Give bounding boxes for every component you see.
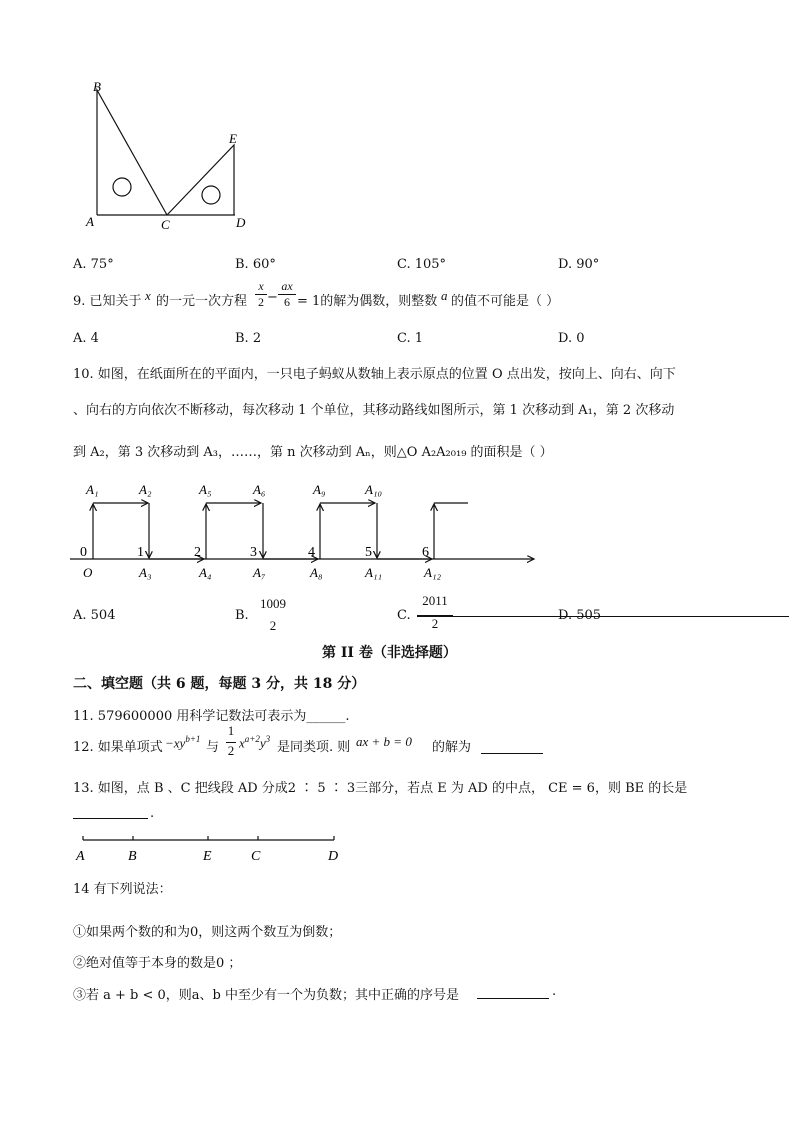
q10-line2: 、向右的方向依次不断移动，每次移动 1 个单位，其移动路线如图所示，第 1 次移动到 A₁，第 2 次移动 [73,403,675,418]
q9-fraction-1: $\frac{x}{2}$ [255,279,267,310]
q12-with: 与 [206,740,220,755]
label-B: B [93,79,101,94]
label-E: E [229,131,237,146]
label-A10: A₁₀ [365,482,382,497]
q9-option-a: A. 4 [73,331,99,346]
q9-suffix: 的值不可能是（ ） [451,294,560,309]
seg-label-E: E [203,849,212,864]
q12-equation: ax + b = 0 [356,734,412,749]
q10-option-b-prefix: B. [235,608,249,623]
q11-text: 11. 579600000 用科学记数法可表示为______. [73,709,350,724]
q9-option-d: D. 0 [558,331,585,346]
axis-num-4: 4 [308,545,315,560]
axis-num-1: 1 [137,545,144,560]
q9-fraction-2: $\frac{ax}{6}$ [278,279,296,310]
label-A8: A₈ [310,565,323,580]
q9-option-b: B. 2 [235,331,262,346]
label-A2: A₂ [139,482,152,497]
q9-prefix: 9. 已知关于 [73,294,142,309]
q13-end: . [150,806,155,821]
q13-answer-blank [73,818,148,819]
q12-mono2: $x^{a+2}y^3$ [239,734,271,751]
axis-num-6: 6 [422,545,429,560]
axis-num-3: 3 [250,545,257,560]
q10-line1: 10. 如图，在纸面所在的平面内，一只电子蚂蚁从数轴上表示原点的位置 O 点出发，按向上、向右、向下 [73,367,676,382]
q8-option-a: A. 75° [73,257,114,272]
q9-mid: 的一元一次方程 [156,294,248,309]
q14-statement-3: ③若 a + b < 0，则a、b 中至少有一个为负数；其中正确的序号是 [73,988,459,1003]
q10-line3: 到 A₂，第 3 次移动到 A₃，……，第 n 次移动到 Aₙ，则△O A₂A₂₀₁₉ 的面积是（ ） [73,445,553,460]
label-D: D [236,215,246,230]
seg-label-C: C [251,849,261,864]
q8-option-c: C. 105° [397,257,447,272]
q12-end: 的解为 [432,740,472,755]
q9-minus: − [267,290,278,305]
q12-prefix: 12. 如果单项式 [73,740,163,755]
q8-triangle-figure [80,75,260,235]
label-O: O [83,565,93,580]
q12-fraction: $\frac{1}{2}$ [227,723,235,758]
seg-label-B: B [128,849,137,864]
q10-option-d: D. 505 [558,608,602,623]
q10-option-a: A. 504 [73,608,116,623]
seg-label-A: A [76,849,85,864]
axis-num-5: 5 [365,545,372,560]
q12-answer-blank [481,753,543,754]
label-A1: A₁ [86,482,99,497]
label-A4: A₄ [199,565,212,580]
q8-option-d: D. 90° [558,257,600,272]
q10-ant-path-figure [60,475,550,590]
q14-statement-2: ②绝对值等于本身的数是0 ； [73,956,242,971]
label-A6: A₆ [253,482,266,497]
label-A5: A₅ [199,482,212,497]
label-A3: A₃ [139,565,152,580]
q14-answer-blank [477,998,549,999]
q14-title: 14 有下列说法： [73,882,172,897]
label-C: C [161,217,170,232]
q10-option-b-fraction: 1009 2 [260,596,286,633]
seg-label-D: D [328,849,339,864]
q10-rule-line [417,616,789,617]
q14-statement-1: ①如果两个数的和为0，则这两个数互为倒数； [73,925,342,940]
q13-line1: 13. 如图，点 B 、C 把线段 AD 分成2 ∶ 5 ∶ 3三部分，若点 E 为 AD 的中点， CE = 6，则 BE 的长是 [73,781,688,796]
q9-equals: = 1的解为偶数，则整数 [297,294,438,309]
label-A7: A₇ [253,565,266,580]
section2-title: 第 II 卷（非选择题） [322,645,457,661]
q13-segment-figure [70,830,360,866]
axis-num-0: 0 [80,545,87,560]
q9-a: a [441,288,448,303]
q12-suffix: 是同类项. 则 [277,740,351,755]
q9-option-c: C. 1 [397,331,424,346]
label-A12: A₁₂ [424,565,441,580]
q12-mono1: $-xy^{b+1}$ [165,734,201,751]
q14-end: . [552,984,557,999]
label-A9: A₉ [313,482,326,497]
fill-section-title: 二、填空题（共 6 题，每题 3 分，共 18 分） [73,676,366,692]
q10-option-c-prefix: C. [397,608,411,623]
q8-option-b: B. 60° [235,257,276,272]
q10-option-c-fraction: $\frac{2011}{2}$ [417,593,453,632]
axis-num-2: 2 [194,545,201,560]
label-A11: A₁₁ [365,565,382,580]
label-A: A [86,214,94,229]
q9-var: x [145,288,151,303]
